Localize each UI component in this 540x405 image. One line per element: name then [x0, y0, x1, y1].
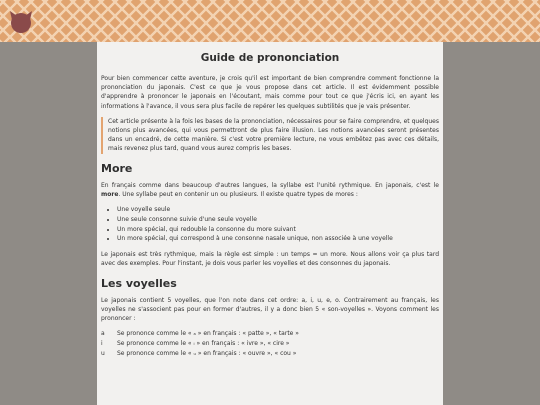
more-types-list: [101, 205, 439, 244]
voyelles-paragraph: Le japonais contient 5 voyelles, que l'on note dans cet ordre: a, i, u, e, o. Contrairement au français, les voyelles ne s'associent pas pour en former d'autres, il y a donc bien 5 « son-voyelles ». Voyons comment les prononcer :: [101, 296, 439, 323]
rhythm-paragraph: Le japonais est très rythmique, mais la règle est simple : un temps = un more. Nous allons voir ça plus tard avec des exemples. Pour l'instant, je dois vous parler les voyelles et des consonnes du japonais.: [101, 251, 439, 268]
header-banner: [0, 0, 540, 42]
section-heading-more: More: [101, 161, 133, 175]
more-bold-term: more: [101, 190, 119, 198]
vowel-description: Se prononce comme le « ᵤ » en français : « ouvre », « cou »: [117, 350, 297, 358]
section-heading-voyelles: Les voyelles: [101, 276, 177, 290]
vowel-letter: a: [101, 330, 105, 338]
advanced-note-box: Cet article présente à la fois les bases de la prononciation, nécessaires pour se faire comprendre, et quelques notions plus avancées, qui vous permettront de plus faire illusion. Les notions avancées seront présentes dans un encadré, de cette manière. Si c'est votre première lecture, ne vous embêtez pas avec ces détails, mais revenez plus tard, quand vous aurez compris les bases.: [101, 117, 439, 154]
intro-paragraph: Pour bien commencer cette aventure, je crois qu'il est important de bien comprendre comment fonctionne la prononciation du japonais. C'est ce que je vous propose dans cet article. Il est évidemment possible d'apprendre à prononcer le japonais en l'écoutant, mais comme pour tout ce que j'écris ici, en ayant les informations à l'avance, il vous sera plus facile de repérer les quelques subtilités que je vais présenter.: [101, 75, 439, 110]
vowel-letter: u: [101, 350, 105, 358]
vowel-description: Se prononce comme le « ₐ » en français : « patte », « tarte »: [117, 330, 299, 338]
vowel-row: [101, 329, 439, 339]
vowel-row: [101, 339, 439, 349]
article-content: [97, 42, 443, 405]
list-item: • Une seule consonne suivie d'une seule voyelle: [117, 215, 439, 225]
list-item: • Un more spécial, qui redouble la consonne du more suivant: [117, 225, 439, 235]
vowel-letter: i: [101, 340, 103, 348]
vowel-row: [101, 349, 439, 359]
page-title: Guide de prononciation: [200, 52, 340, 64]
list-item: • Une voyelle seule: [117, 205, 439, 215]
vowel-description: Se prononce comme le « ᵢ » en français : « ivre », « cire »: [117, 340, 290, 348]
list-item: • Un more spécial, qui correspond à une consonne nasale unique, non associée à une voyelle: [117, 234, 439, 244]
cat-head-icon[interactable]: [8, 8, 34, 34]
more-paragraph: En français comme dans beaucoup d'autres langues, la syllabe est l'unité rythmique. En japonais, c'est le more. Une syllabe peut en contenir un ou plusieurs. Il existe quatre types de mores :: [101, 181, 439, 198]
vowel-list: [101, 329, 439, 359]
